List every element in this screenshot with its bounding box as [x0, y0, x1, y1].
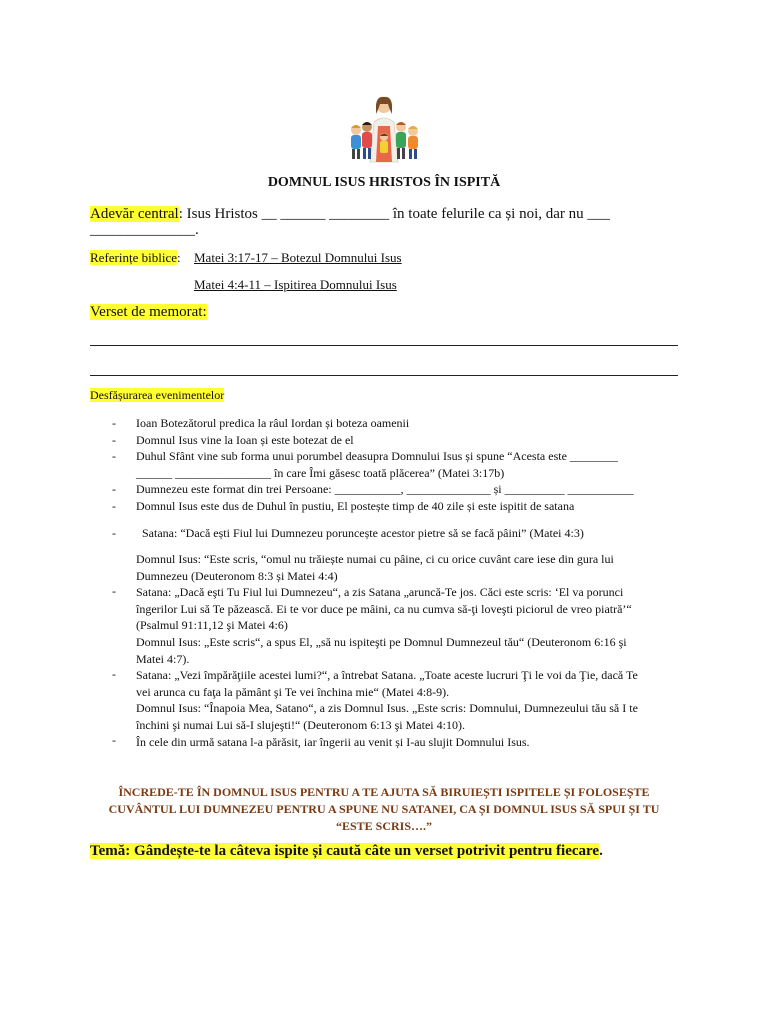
satana-temptation-3: Satana: „Vezi împărăţiile acestei lumi?“, a întrebat Satana. „Toate aceste lucruri Ţi le voi da Ţie, dacă Te — [136, 668, 638, 683]
list-item — [112, 432, 672, 449]
references-separator: : — [177, 250, 181, 265]
satana-temptation-2-cont: îngerilor Lui să Te păzească. Ei te vor duce pe mâini, ca nu cumva să-ţi loveşti piciorul de vreo piatră’“ — [136, 601, 632, 616]
list-item — [112, 525, 672, 542]
list-dash: - — [112, 526, 116, 540]
list-dash: - — [112, 667, 116, 681]
central-truth-text: : Isus Hristos __ ______ ________ în toate felurile ca și noi, dar nu ___ — [178, 206, 610, 222]
central-truth-label: Adevăr central — [90, 206, 179, 222]
final-event: În cele din urmă satana l-a părăsit, iar îngerii au venit și I-au slujit Domnului Isus. — [136, 734, 530, 749]
list-dash: - — [112, 584, 116, 598]
list-item-text: Duhul Sfânt vine sub forma unui porumbel deasupra Domnului Isus și spune “Acesta este ________ — [136, 449, 618, 464]
references-label: Referințe biblice — [90, 250, 177, 265]
list-item-text: Domnul Isus vine la Ioan și este botezat de el — [136, 432, 354, 447]
isus-answer-3-cont: închini şi numai Lui să-I slujeşti!“ (Deuteronom 6:13 şi Matei 4:10). — [136, 717, 465, 732]
list-dash: - — [112, 482, 116, 497]
list-dash: - — [112, 449, 116, 464]
list-item-text: ______ ________________ în care Îmi găsesc toată plăcerea” (Matei 3:17b) — [136, 465, 505, 480]
list-item-continuation — [112, 465, 672, 482]
satana-temptation-2: Satana: „Dacă eşti Tu Fiul lui Dumnezeu“, a zis Satana „aruncă-Te jos. Căci este scris: ‘El va porunci — [136, 585, 624, 600]
memory-verse-blank-line-2 — [90, 375, 678, 376]
isus-answer-2: Domnul Isus: „Este scris“, a spus El, „să nu ispiteşti pe Domnul Dumnezeul tău“ (Deuteronom 6:16 şi — [136, 634, 627, 649]
events-list — [112, 415, 672, 515]
satana-temptation-3-cont: vei arunca cu faţa la pământ şi Te vei închina mie“ (Matei 4:8-9). — [136, 684, 450, 699]
temptation-1 — [112, 525, 672, 542]
list-item-text: Domnul Isus este dus de Duhul în pustiu, El postește timp de 40 zile și este ispitit de satana — [136, 498, 575, 513]
satana-temptation-2-ref: (Psalmul 91:11,12 şi Matei 4:6) — [136, 618, 288, 633]
list-item-text: Dumnezeu este format din trei Persoane: ___________, ______________ și __________ ___________ — [136, 482, 634, 497]
events-heading: Desfășurarea evenimentelor — [90, 388, 225, 402]
homework-text: Temă: Gândește-te la câteva ispite și caută câte un verset potrivit pentru fiecare — [90, 843, 600, 859]
isus-answer-1-cont: Dumnezeu (Deuteronom 8:3 și Matei 4:4) — [136, 568, 338, 583]
callout-line-3: “ESTE SCRIS….” — [335, 819, 433, 833]
page-title: DOMNUL ISUS HRISTOS ÎN ISPITĂ — [267, 175, 501, 190]
list-dash: - — [112, 733, 116, 747]
memory-verse-line — [90, 304, 207, 321]
isus-answer-3: Domnul Isus: “Înapoia Mea, Satano“, a zis Domnul Isus. „Este scris: Domnului, Dumnezeului tău să I te — [136, 701, 638, 716]
list-dash: - — [112, 432, 116, 447]
isus-answer-1: Domnul Isus: “Este scris, “omul nu trăiește numai cu pâine, ci cu orice cuvânt care iese din gura lui — [136, 552, 614, 566]
central-truth-line — [90, 206, 610, 223]
reference-link-2[interactable]: Matei 4:4-11 – Ispitirea Domnului Isus — [194, 277, 397, 292]
list-item — [112, 481, 672, 498]
list-item — [112, 415, 672, 432]
jesus-with-children-illustration — [344, 92, 424, 164]
events-heading-line — [90, 388, 224, 403]
list-dash: - — [112, 416, 116, 430]
list-item — [112, 498, 672, 515]
isus-answer-2-cont: Matei 4:7). — [136, 651, 190, 666]
list-item — [112, 448, 672, 465]
memory-verse-label: Verset de memorat: — [90, 304, 207, 320]
list-dash: - — [112, 498, 116, 513]
memory-verse-blank-line-1 — [90, 345, 678, 346]
callout-line-1: ÎNCREDE-TE ÎN DOMNUL ISUS PENTRU A TE AJUTA SĂ BIRUIEȘTI ISPITELE ȘI FOLOSEȘTE — [118, 785, 650, 799]
list-item-text: Satana: “Dacă ești Fiul lui Dumnezeu poruncește acestor pietre să se facă pâini” (Matei 4:3) — [142, 526, 584, 540]
callout-line-2: CUVÂNTUL LUI DUMNEZEU PENTRU A SPUNE NU SATANEI, CA ȘI DOMNUL ISUS SĂ SPUI ȘI TU — [108, 802, 660, 816]
list-item-text: Ioan Botezătorul predica la râul Iordan și boteza oamenii — [136, 416, 410, 430]
central-truth-continuation: ______________. — [90, 222, 199, 238]
dialogue-block — [136, 551, 676, 750]
homework-period: . — [599, 843, 603, 859]
references-line — [90, 250, 181, 266]
homework-line — [90, 843, 603, 860]
reference-link-1[interactable]: Matei 3:17-17 – Botezul Domnului Isus — [194, 250, 402, 265]
callout-message — [70, 784, 698, 835]
